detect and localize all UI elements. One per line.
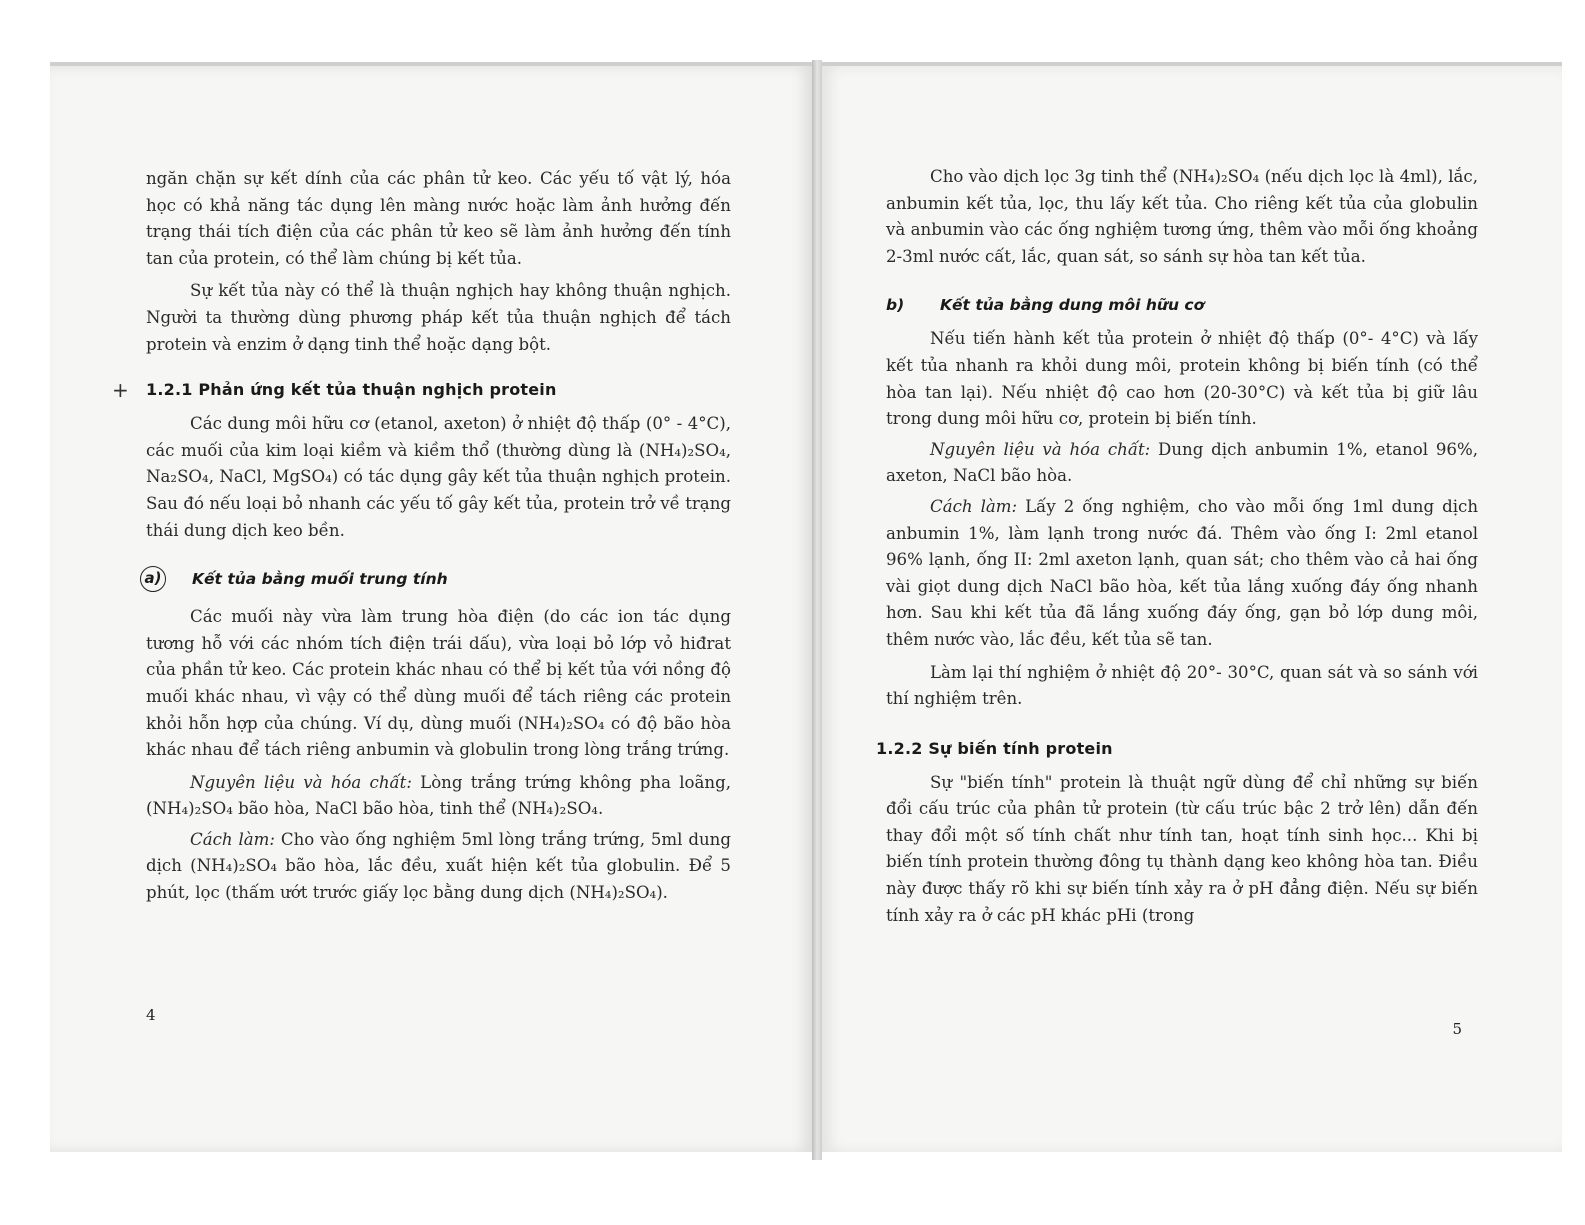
right-page xyxy=(822,66,1562,1152)
section-title: 1.2.1 Phản ứng kết tủa thuận nghịch protein xyxy=(146,380,557,400)
paragraph xyxy=(886,494,1478,654)
book-spine xyxy=(812,60,822,1160)
handwritten-star-mark: + xyxy=(112,378,129,403)
subsection-mark: a) xyxy=(140,566,166,592)
paragraph xyxy=(886,437,1478,490)
section-heading-1-2-2 xyxy=(876,739,1478,758)
paragraph-label: Cách làm: xyxy=(930,496,1018,516)
paragraph: Làm lại thí nghiệm ở nhiệt độ 20°- 30°C, quan sát và so sánh với thí nghiệm trên. xyxy=(886,662,1478,709)
paragraph xyxy=(146,827,731,907)
paragraph-label: Cách làm: xyxy=(190,829,275,849)
right-text-column xyxy=(876,164,1479,929)
paragraph: Nếu tiến hành kết tủa protein ở nhiệt độ thấp (0°- 4°C) và lấy kết tủa nhanh ra khỏi dung môi, protein không bị biến tính (có thể hòa tan lại). Nếu nhiệt độ cao hơn (20-30°C) và kết tủa bị giữ lâu trong dung môi hữu cơ, protein bị biến tính. xyxy=(886,329,1478,429)
subsection-heading-b xyxy=(886,296,1478,314)
subsection-title: Kết tủa bằng muối trung tính xyxy=(192,570,448,589)
paragraph: Các dung môi hữu cơ (etanol, axeton) ở nhiệt độ thấp (0° - 4°C), các muối của kim loại kiềm và kiềm thổ (thường dùng là (NH₄)₂SO₄, Na₂SO₄, NaCl, MgSO₄) có tác dụng gây kết tủa thuận nghịch protein. Sau đó nếu loại bỏ nhanh các yếu tố gây kết tủa, protein trở về trạng thái dung dịch keo bền. xyxy=(146,414,731,540)
page-number: 4 xyxy=(146,1006,156,1024)
subsection-mark: b) xyxy=(886,296,905,315)
paragraph-text: Cho vào ống nghiệm 5ml lòng trắng trứng, 5ml dung dịch (NH₄)₂SO₄ bão hòa, lắc đều, xuất hiện kết tủa globulin. Để 5 phút, lọc (thấm ướt trước giấy lọc bằng dung dịch (NH₄)₂SO₄). xyxy=(146,829,731,903)
left-text-column xyxy=(112,166,731,907)
paragraph-text: Lòng trắng trứng không pha loãng, (NH₄)₂SO₄ bão hòa, NaCl bão hòa, tinh thể (NH₄)₂SO₄. xyxy=(146,772,731,819)
paragraph-label: Nguyên liệu và hóa chất: xyxy=(930,439,1151,459)
page-number: 5 xyxy=(1452,1020,1462,1038)
section-title: 1.2.2 Sự biến tính protein xyxy=(876,738,1113,758)
subsection-title: Kết tủa bằng dung môi hữu cơ xyxy=(940,296,1205,315)
paragraph xyxy=(146,770,731,823)
paragraph: Sự "biến tính" protein là thuật ngữ dùng để chỉ những sự biến đổi cấu trúc của phân tử protein (từ cấu trúc bậc 2 trở lên) dẫn đến thay đổi một số tính chất như tính tan, hoạt tính sinh học... Khi bị biến tính protein thường đông tụ thành dạng keo không hòa tan. Điều này được thấy rõ khi sự biến tính xảy ra ở pH đẳng điện. Nếu sự biến tính xảy ra ở các pH khác pHi (trong xyxy=(886,772,1478,925)
paragraph-text: Lấy 2 ống nghiệm, cho vào mỗi ống 1ml dung dịch anbumin 1%, làm lạnh trong nước đá. Thêm vào ống I: 2ml etanol 96% lạnh, ống II: 2ml axeton lạnh, quan sát; cho thêm vào cả hai ống vài giọt dung dịch NaCl bão hòa, kết tủa lắng xuống đáy ống nhanh hơn. Sau khi kết tủa đã lắng xuống đáy ống, gạn bỏ lớp dung môi, thêm nước vào, lắc đều, kết tủa sẽ tan. xyxy=(886,496,1479,649)
section-heading-1-2-1 xyxy=(112,378,731,403)
subsection-heading-a xyxy=(146,566,731,592)
paragraph-label: Nguyên liệu và hóa chất: xyxy=(190,772,412,792)
paragraph: Các muối này vừa làm trung hòa điện (do các ion tác dụng tương hỗ với các nhóm tích điện trái dấu), vừa loại bỏ lớp vỏ hiđrat của phần tử keo. Các protein khác nhau có thể bị kết tủa với nồng độ muối khác nhau, vì vậy có thể dùng muối để tách riêng các protein khỏi hỗn hợp của chúng. Ví dụ, dùng muối (NH₄)₂SO₄ có độ bão hòa khác nhau để tách riêng anbumin và globulin trong lòng trắng trứng. xyxy=(146,607,731,760)
paragraph-text: Dung dịch anbumin 1%, etanol 96%, axeton, NaCl bão hòa. xyxy=(886,439,1478,486)
paragraph: Sự kết tủa này có thể là thuận nghịch hay không thuận nghịch. Người ta thường dùng phương pháp kết tủa thuận nghịch để tách protein và enzim ở dạng tinh thể hoặc dạng bột. xyxy=(146,281,731,354)
paragraph: ngăn chặn sự kết dính của các phân tử keo. Các yếu tố vật lý, hóa học có khả năng tác dụng lên màng nước hoặc làm ảnh hưởng đến trạng thái tích điện của các phân tử keo sẽ làm ảnh hưởng đến tính tan của protein, có thể làm chúng bị kết tủa. xyxy=(146,169,731,268)
left-page xyxy=(50,66,812,1152)
paragraph: Cho vào dịch lọc 3g tinh thể (NH₄)₂SO₄ (nếu dịch lọc là 4ml), lắc, anbumin kết tủa, lọc, thu lấy kết tủa. Cho riêng kết tủa của globulin và anbumin vào các ống nghiệm tương ứng, thêm vào mỗi ống khoảng 2-3ml nước cất, lắc, quan sát, so sánh sự hòa tan kết tủa. xyxy=(886,167,1478,266)
